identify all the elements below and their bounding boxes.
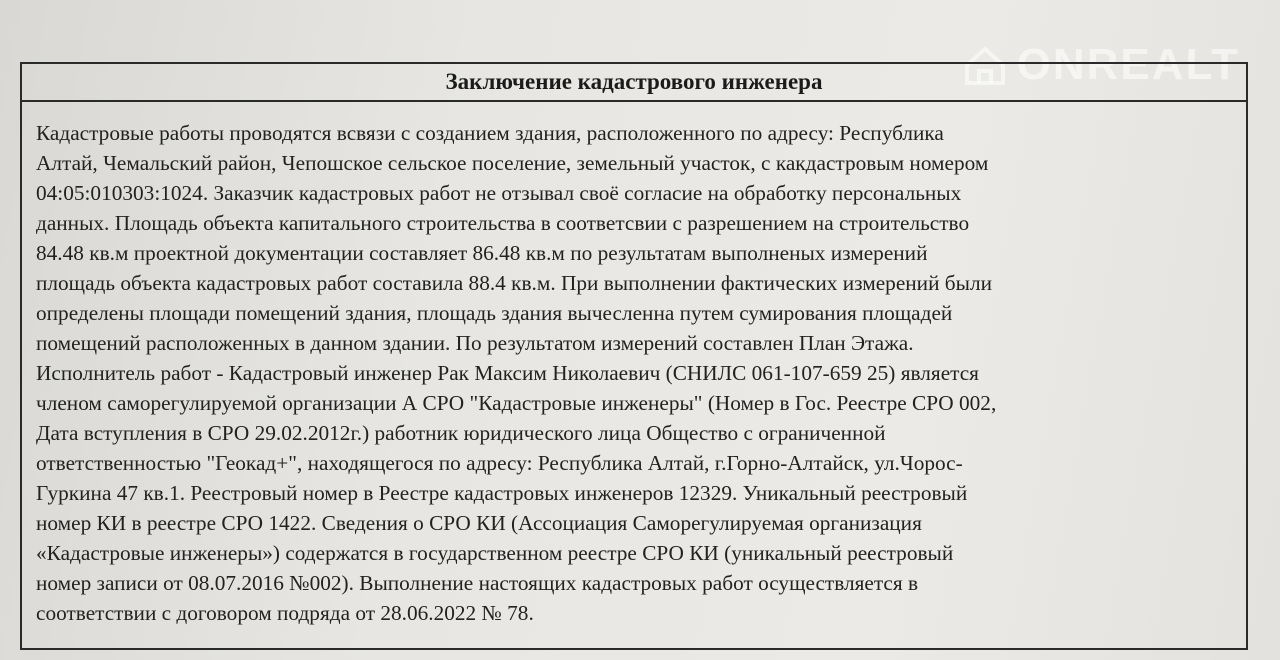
- text-line: номер КИ в реестре СРО 1422. Сведения о СРО КИ (Ассоциация Саморегулируемая организация: [36, 511, 922, 535]
- text-line: 84.48 кв.м проектной документации составляет 86.48 кв.м по результатам выполненых измерений: [36, 241, 928, 265]
- text-line: Исполнитель работ - Кадастровый инженер Рак Максим Николаевич (СНИЛС 061-107-659 25) является: [36, 361, 979, 385]
- text-line: ответственностью "Геокад+", находящегося по адресу: Республика Алтай, г.Горно-Алтайск, ул.Чорос-: [36, 451, 963, 475]
- watermark-text: ONREALT: [1016, 40, 1240, 89]
- text-line: Дата вступления в СРО 29.02.2012г.) работник юридического лица Общество с ограниченной: [36, 421, 886, 445]
- document-title: Заключение кадастрового инженера: [445, 69, 823, 94]
- text-line: Гуркина 47 кв.1. Реестровый номер в Реестре кадастровых инженеров 12329. Уникальный реестровый: [36, 481, 968, 505]
- text-line: Алтай, Чемальский район, Чепошское сельское поселение, земельный участок, с какдастровым номером: [36, 151, 989, 175]
- text-line: Кадастровые работы проводятся всвязи с созданием здания, расположенного по адресу: Республика: [36, 121, 944, 145]
- title-row: [22, 64, 1246, 102]
- text-line: членом саморегулируемой организации А СРО "Кадастровые инженеры" (Номер в Гос. Реестре СРО 002,: [36, 391, 997, 415]
- text-line: номер записи от 08.07.2016 №002). Выполнение настоящих кадастровых работ осуществляется в: [36, 571, 919, 595]
- text-line: данных. Площадь объекта капитального строительства в соответсвии с разрешением на строительство: [36, 211, 970, 235]
- text-line: 04:05:010303:1024. Заказчик кадастровых работ не отзывал своё согласие на обработку персональных: [36, 181, 962, 205]
- text-line: определены площади помещений здания, площадь здания вычесленна путем сумирования площадей: [36, 301, 953, 325]
- text-line: площадь объекта кадастровых работ составила 88.4 кв.м. При выполнении фактических измерений были: [36, 271, 992, 295]
- conclusion-frame: [20, 62, 1248, 650]
- conclusion-text: [36, 118, 1241, 628]
- text-line: «Кадастровые инженеры») содержатся в государственном реестре СРО КИ (уникальный реестровый: [36, 541, 954, 565]
- text-line: соответствии с договором подряда от 28.06.2022 № 78.: [36, 601, 534, 625]
- text-line: помещений расположенных в данном здании. По результатом измерений составлен План Этажа.: [36, 331, 914, 355]
